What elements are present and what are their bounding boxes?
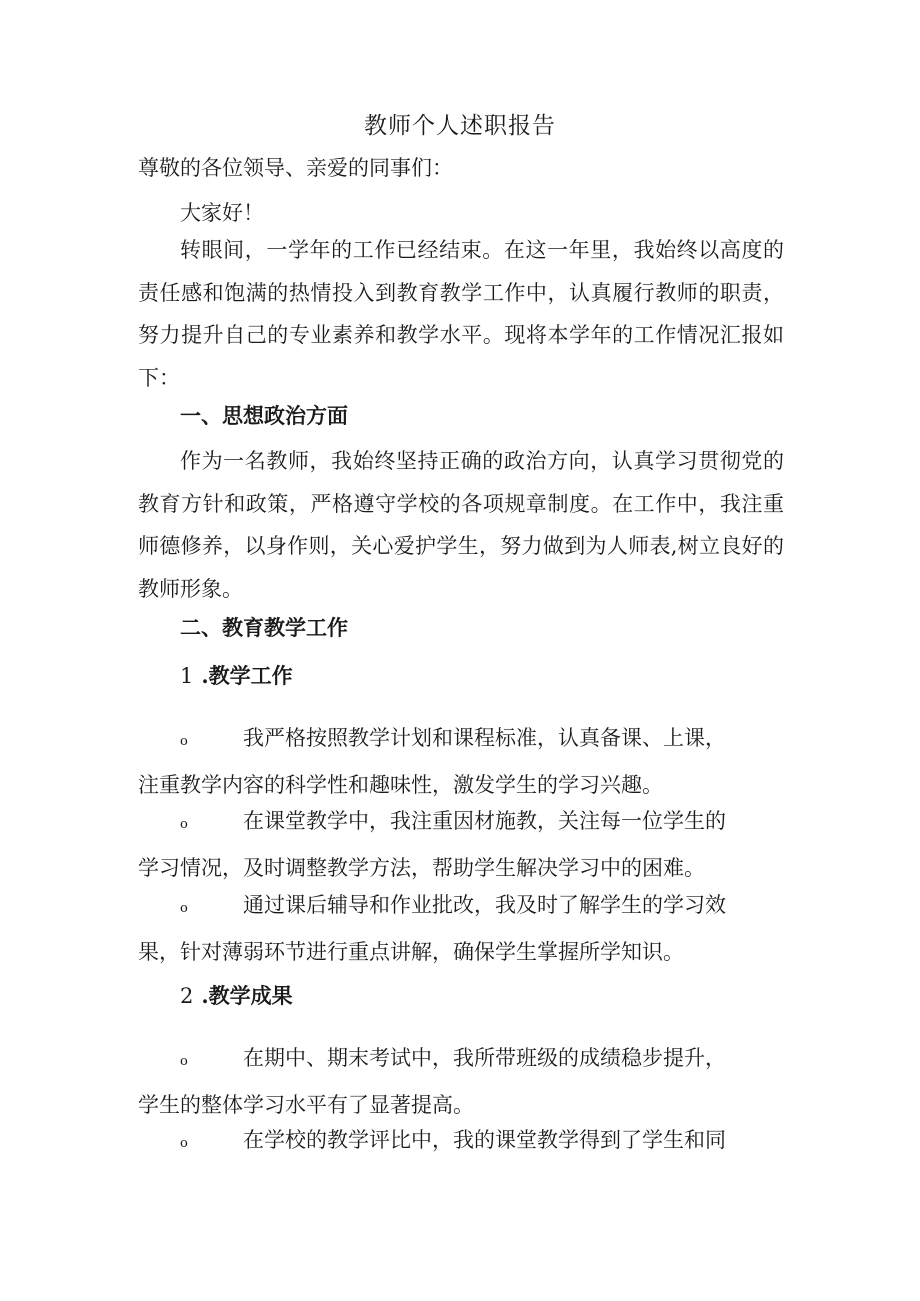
intro-paragraph: 转眼间，一学年的工作已经结束。在这一年里，我始终以高度的责任感和饱满的热情投入到教育教学工作中，认真履行教师的职责，努力提升自己的专业素养和教学水平。现将本学年的工作情况汇报如下： bbox=[138, 238, 784, 390]
list-item-text-line1: 在期中、期末考试中，我所带班级的成绩稳步提升， bbox=[243, 1046, 726, 1070]
section-body-politics: 作为一名教师，我始终坚持正确的政治方向，认真学习贯彻党的教育方针和政策，严格遵守学校的各项规章制度。在工作中，我注重师德修养，以身作则，关心爱护学生，努力做到为人师表,树立良好的教师形象。 bbox=[138, 449, 784, 601]
list-item-text-line2: 学习情况，及时调整教学方法，帮助学生解决学习中的困难。 bbox=[138, 855, 705, 880]
list-item bbox=[138, 1037, 784, 1126]
subheading-teaching-results bbox=[180, 978, 293, 1014]
list-item bbox=[138, 717, 784, 806]
bullet-mark: o bbox=[180, 901, 188, 916]
list-item-text-line1: 在课堂教学中，我注重因材施教，关注每一位学生的 bbox=[243, 809, 726, 833]
subheading-number: 2 bbox=[180, 984, 194, 1008]
section-heading-politics: 一、思想政治方面 bbox=[180, 403, 348, 428]
bullet-mark: o bbox=[180, 734, 188, 749]
subheading-label: .教学工作 bbox=[201, 663, 293, 688]
greeting: 大家好！ bbox=[180, 201, 264, 225]
list-item bbox=[138, 884, 784, 973]
list-item bbox=[138, 1119, 784, 1166]
document-title: 教师个人述职报告 bbox=[364, 113, 556, 139]
bullet-mark: o bbox=[180, 1054, 188, 1069]
list-item-text-line2: 学生的整体学习水平有了显著提高。 bbox=[138, 1092, 474, 1117]
list-item-text-line2: 果，针对薄弱环节进行重点讲解，确保学生掌握所学知识。 bbox=[138, 939, 684, 964]
section-heading-teaching: 二、教育教学工作 bbox=[180, 615, 348, 640]
subheading-teaching-work bbox=[180, 658, 293, 694]
subheading-label: .教学成果 bbox=[201, 983, 293, 1008]
list-item bbox=[138, 800, 784, 889]
subheading-number: 1 bbox=[180, 664, 194, 688]
list-item-text-line1: 通过课后辅导和作业批改，我及时了解学生的学习效 bbox=[243, 893, 726, 917]
salutation: 尊敬的各位领导、亲爱的同事们： bbox=[138, 156, 453, 180]
list-item-text-line2: 注重教学内容的科学性和趣味性，激发学生的学习兴趣。 bbox=[138, 772, 663, 797]
bullet-mark: o bbox=[180, 1136, 188, 1151]
list-item-text-line1: 我严格按照教学计划和课程标准，认真备课、上课， bbox=[243, 726, 726, 750]
list-item-text-line1: 在学校的教学评比中，我的课堂教学得到了学生和同 bbox=[243, 1128, 726, 1152]
bullet-mark: o bbox=[180, 817, 188, 832]
